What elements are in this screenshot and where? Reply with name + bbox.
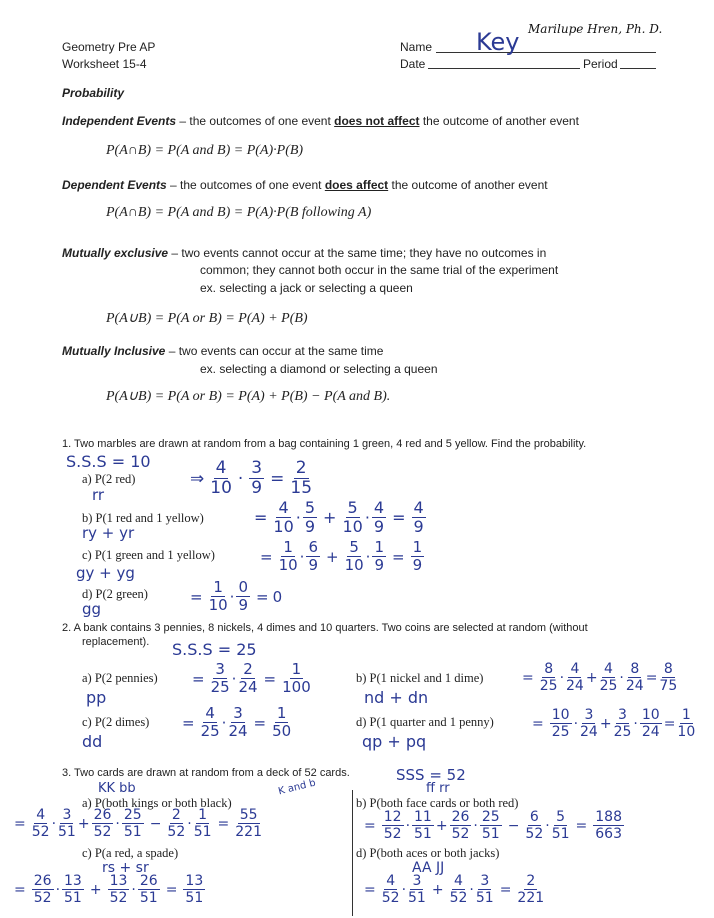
worksheet-number: Worksheet 15-4 bbox=[62, 57, 147, 71]
date-label: Date bbox=[400, 57, 426, 71]
fraction: $\frac{4}{9}$ bbox=[413, 498, 424, 536]
q3d-note: AA JJ bbox=[412, 860, 445, 876]
q1-prompt: 1. Two marbles are drawn at random from a bag containing 1 green, 4 red and 5 yellow. Find the probability. bbox=[62, 438, 587, 450]
q2b-note: nd + dn bbox=[364, 688, 429, 707]
name-label: Name bbox=[400, 40, 433, 54]
q1c-work: = $\frac{1}{10}$ · 6 9 + $\frac{5}{10}$ · $\frac{1}{9}$ = $\frac{1}{9}$ bbox=[260, 538, 423, 574]
fraction: $\frac{12}{52}$ bbox=[383, 809, 402, 842]
fraction: $\frac{5}{51}$ bbox=[551, 809, 570, 842]
fraction: $\frac{13}{51}$ bbox=[185, 873, 204, 906]
q1d-note: gg bbox=[82, 600, 102, 618]
fraction: $\frac{4}{52}$ bbox=[449, 873, 468, 906]
q2c-note: dd bbox=[82, 732, 103, 751]
fraction: 3 51 bbox=[408, 873, 426, 906]
exclusive-formula: P(A∪B) = P(A or B) = P(A) + P(B) bbox=[106, 311, 308, 326]
dependent-label: Dependent Events bbox=[62, 178, 167, 192]
fraction: $\frac{2}{15}$ bbox=[290, 458, 313, 498]
q3-divider bbox=[352, 790, 353, 916]
exclusive-label: Mutually exclusive bbox=[62, 246, 169, 260]
fraction: 5 9 bbox=[304, 498, 316, 536]
dependent-emphasis: does affect bbox=[324, 178, 389, 192]
fraction: $\frac{6}{52}$ bbox=[525, 809, 544, 842]
fraction: $\frac{1}{100}$ bbox=[282, 660, 311, 696]
fraction: $\frac{8}{24}$ bbox=[625, 661, 644, 694]
fraction: $\frac{1}{51}$ bbox=[193, 807, 212, 840]
fraction: $\frac{26}{52}$ bbox=[451, 809, 470, 842]
fraction: 3 51 bbox=[58, 807, 76, 840]
q3b-note-top: ff rr bbox=[426, 781, 450, 796]
q2d-note: qp + pq bbox=[362, 732, 427, 751]
inclusive-text: – two events can occur at the same time bbox=[165, 344, 384, 358]
fraction: 4 24 bbox=[566, 661, 584, 694]
fraction: 3 24 bbox=[580, 707, 598, 740]
fraction: $\frac{8}{25}$ bbox=[539, 661, 558, 694]
fraction: $\frac{10}{24}$ bbox=[641, 707, 660, 740]
fraction: $\frac{2}{221}$ bbox=[517, 873, 545, 906]
inclusive-example: ex. selecting a diamond or selecting a queen bbox=[200, 362, 438, 376]
q1a-work: ⇒ 4 10 · $\frac{3}{9}$ = $\frac{2}{15}$ bbox=[190, 458, 313, 498]
independent-text-end: the outcome of another event bbox=[419, 114, 579, 128]
fraction: $\frac{3}{9}$ bbox=[251, 458, 263, 498]
independent-emphasis: does not affect bbox=[334, 114, 420, 128]
q2a-label: a) P(2 pennies) bbox=[82, 671, 158, 685]
q3d-label: d) P(both aces or both jacks) bbox=[356, 846, 500, 860]
fraction: $\frac{1}{50}$ bbox=[272, 704, 292, 740]
fraction: $\frac{4}{9}$ bbox=[373, 498, 385, 536]
independent-definition bbox=[62, 114, 579, 128]
period-line bbox=[620, 54, 656, 69]
dependent-text-end: the outcome of another event bbox=[388, 178, 548, 192]
q2-prompt: 2. A bank contains 3 pennies, 8 nickels, 4 dimes and 10 quarters. Two coins are selected at random (without bbox=[62, 622, 588, 634]
q1a-label: a) P(2 red) bbox=[82, 472, 136, 486]
fraction: $\frac{4}{25}$ bbox=[599, 661, 618, 694]
fraction: $\frac{3}{24}$ bbox=[228, 704, 248, 740]
fraction: $\frac{188}{663}$ bbox=[595, 809, 622, 842]
independent-text: – the outcomes of one event bbox=[176, 114, 335, 128]
q1b-note: ry + yr bbox=[82, 524, 135, 542]
inclusive-definition bbox=[62, 344, 383, 358]
q2a-note: pp bbox=[86, 688, 107, 707]
fraction: $\frac{3}{25}$ bbox=[210, 660, 230, 696]
q1a-note: rr bbox=[92, 486, 105, 504]
independent-label: Independent Events bbox=[62, 114, 177, 128]
dependent-text: – the outcomes of one event bbox=[166, 178, 325, 192]
fraction: $\frac{10}{25}$ bbox=[551, 707, 570, 740]
dependent-definition bbox=[62, 178, 548, 192]
fraction: $\frac{26}{52}$ bbox=[93, 807, 112, 840]
fraction: $\frac{5}{10}$ bbox=[344, 538, 364, 574]
fraction: $\frac{1}{9}$ bbox=[374, 538, 384, 574]
q3a-work: = $\frac{4}{52}$ · 3 51 + $\frac{26}{52}$ · 25 51 − $\frac{2}{52}$ · $\frac{1}{51}$ = $\frac{55}{221}$ bbox=[14, 807, 262, 840]
inclusive-label: Mutually Inclusive bbox=[62, 344, 166, 358]
fraction: 4 10 bbox=[210, 458, 232, 498]
period-label: Period bbox=[583, 57, 618, 71]
q1d-work: = $\frac{1}{10}$ · $\frac{0}{9}$ = 0 bbox=[190, 578, 283, 614]
fraction: $\frac{5}{10}$ bbox=[342, 498, 363, 536]
fraction: $\frac{4}{52}$ bbox=[381, 873, 400, 906]
q2b-label: b) P(1 nickel and 1 dime) bbox=[356, 671, 484, 685]
fraction: $\frac{1}{10}$ bbox=[677, 707, 696, 740]
q2-prompt-cont: replacement). bbox=[82, 636, 150, 648]
fraction: $\frac{1}{10}$ bbox=[278, 538, 298, 574]
exclusive-text-cont: common; they cannot both occur in the same trial of the experiment bbox=[200, 263, 559, 277]
name-line bbox=[436, 36, 656, 53]
author-signature: Marilupe Hren, Ph. D. bbox=[528, 22, 663, 36]
fraction: $\frac{55}{221}$ bbox=[235, 807, 262, 840]
q3a-label: a) P(both kings or both black) bbox=[82, 796, 232, 810]
q2b-work: = $\frac{8}{25}$ · 4 24 + $\frac{4}{25}$ · $\frac{8}{24}$ = $\frac{8}{75}$ bbox=[522, 661, 678, 694]
fraction: 25 51 bbox=[481, 809, 500, 842]
q1b-work: = $\frac{4}{10}$ · 5 9 + $\frac{5}{10}$ · $\frac{4}{9}$ = $\frac{4}{9}$ bbox=[254, 498, 424, 536]
fraction: $\frac{26}{51}$ bbox=[139, 873, 158, 906]
fraction: $\frac{3}{25}$ bbox=[613, 707, 632, 740]
fraction: 25 51 bbox=[123, 807, 142, 840]
q2-sample-space: S.S.S = 25 bbox=[172, 640, 257, 659]
q3d-work: = $\frac{4}{52}$ · 3 51 + $\frac{4}{52}$ · $\frac{3}{51}$ = $\frac{2}{221}$ bbox=[364, 873, 545, 906]
fraction: $\frac{26}{52}$ bbox=[33, 873, 52, 906]
q3a-note-top: KK bb bbox=[98, 781, 136, 796]
q2c-label: c) P(2 dimes) bbox=[82, 715, 150, 729]
fraction: $\frac{8}{75}$ bbox=[659, 661, 678, 694]
fraction: 6 9 bbox=[308, 538, 318, 574]
q2d-work: = $\frac{10}{25}$ · 3 24 + $\frac{3}{25}$ · $\frac{10}{24}$ = $\frac{1}{10}$ bbox=[532, 707, 696, 740]
inclusive-formula: P(A∪B) = P(A or B) = P(A) + P(B) − P(A and B). bbox=[106, 389, 391, 404]
fraction: 13 51 bbox=[64, 873, 82, 906]
independent-formula: P(A∩B) = P(A and B) = P(A)·P(B) bbox=[106, 143, 304, 158]
fraction: $\frac{13}{52}$ bbox=[109, 873, 128, 906]
fraction: $\frac{0}{9}$ bbox=[238, 578, 248, 614]
q3b-work: = $\frac{12}{52}$ · 11 51 + $\frac{26}{52}$ · 25 51 − $\frac{6}{52}$ · $\frac{5}{51}$ = $\frac{188}{663}$ bbox=[364, 809, 622, 842]
section-title: Probability bbox=[62, 86, 125, 100]
q1c-note: gy + yg bbox=[76, 564, 135, 582]
fraction: $\frac{1}{10}$ bbox=[208, 578, 228, 614]
fraction: $\frac{2}{24}$ bbox=[238, 660, 258, 696]
course-title: Geometry Pre AP bbox=[62, 40, 156, 54]
q1b-label: b) P(1 red and 1 yellow) bbox=[82, 511, 204, 525]
name-value: Key bbox=[476, 28, 520, 56]
exclusive-example: ex. selecting a jack or selecting a queen bbox=[200, 281, 413, 295]
q3b-label: b) P(both face cards or both red) bbox=[356, 796, 519, 810]
exclusive-text: – two events cannot occur at the same time; they have no outcomes in bbox=[168, 246, 547, 260]
date-line bbox=[428, 54, 580, 69]
q2a-work: = $\frac{3}{25}$ · $\frac{2}{24}$ = $\frac{1}{100}$ bbox=[192, 660, 311, 696]
q2d-label: d) P(1 quarter and 1 penny) bbox=[356, 715, 494, 729]
q3c-label: c) P(a red, a spade) bbox=[82, 846, 179, 860]
q3-prompt: 3. Two cards are drawn at random from a deck of 52 cards. bbox=[62, 767, 350, 779]
exclusive-definition bbox=[62, 246, 546, 260]
fraction: $\frac{2}{52}$ bbox=[167, 807, 186, 840]
q1-sample-space: S.S.S = 10 bbox=[66, 452, 151, 471]
q1c-label: c) P(1 green and 1 yellow) bbox=[82, 548, 215, 562]
q1d-label: d) P(2 green) bbox=[82, 587, 148, 601]
fraction: $\frac{4}{25}$ bbox=[200, 704, 220, 740]
fraction: $\frac{4}{52}$ bbox=[31, 807, 50, 840]
fraction: $\frac{4}{10}$ bbox=[273, 498, 294, 536]
q3c-note: rs + sr bbox=[102, 860, 149, 876]
q3-sample-space: SSS = 52 bbox=[396, 766, 466, 784]
q3a-note-side: K and b bbox=[277, 777, 317, 798]
fraction: 11 51 bbox=[414, 809, 432, 842]
dependent-formula: P(A∩B) = P(A and B) = P(A)·P(B following A) bbox=[106, 205, 372, 220]
fraction: $\frac{3}{51}$ bbox=[475, 873, 494, 906]
q3c-work: = $\frac{26}{52}$ · 13 51 + $\frac{13}{52}$ · $\frac{26}{51}$ = $\frac{13}{51}$ bbox=[14, 873, 204, 906]
q2c-work: = $\frac{4}{25}$ · $\frac{3}{24}$ = $\frac{1}{50}$ bbox=[182, 704, 292, 740]
fraction: $\frac{1}{9}$ bbox=[412, 538, 423, 574]
